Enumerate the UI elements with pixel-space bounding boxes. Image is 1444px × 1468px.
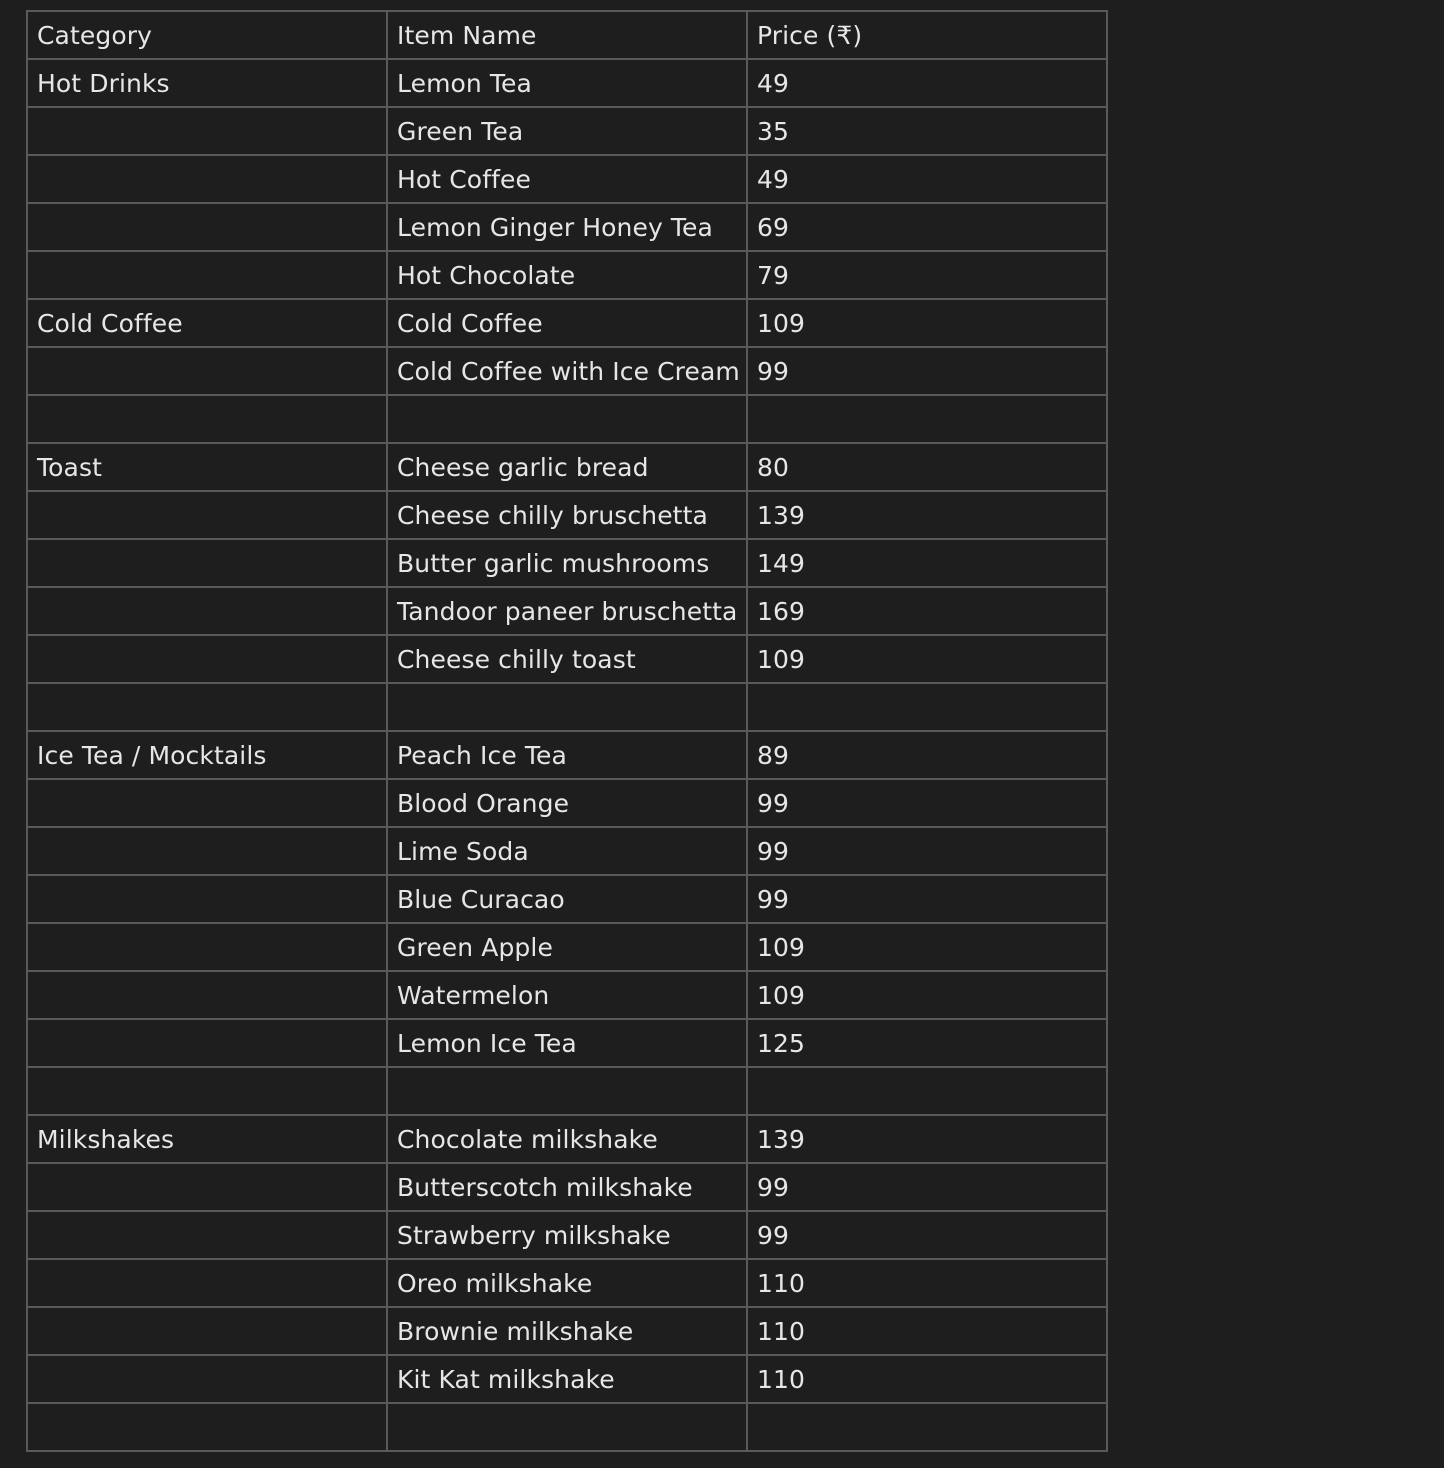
cell-category[interactable]: Milkshakes <box>27 1115 387 1163</box>
cell-item-name[interactable]: Chocolate milkshake <box>387 1115 747 1163</box>
cell-item-name[interactable]: Peach Ice Tea <box>387 731 747 779</box>
table-row <box>27 827 1107 875</box>
table-row <box>27 1307 1107 1355</box>
cell-price[interactable]: 79 <box>747 251 1107 299</box>
cell-category[interactable] <box>27 1019 387 1067</box>
cell-category[interactable]: Hot Drinks <box>27 59 387 107</box>
cell-price[interactable]: 49 <box>747 59 1107 107</box>
cell-category[interactable] <box>27 539 387 587</box>
header-category[interactable]: Category <box>27 11 387 59</box>
table-row <box>27 1019 1107 1067</box>
cell-category[interactable] <box>27 875 387 923</box>
cell-item-name[interactable] <box>387 683 747 731</box>
cell-item-name[interactable]: Lemon Ice Tea <box>387 1019 747 1067</box>
cell-item-name[interactable]: Green Tea <box>387 107 747 155</box>
cell-category[interactable] <box>27 395 387 443</box>
cell-price[interactable] <box>747 1403 1107 1451</box>
menu-table <box>26 10 1108 1452</box>
cell-price[interactable]: 110 <box>747 1355 1107 1403</box>
table-row <box>27 107 1107 155</box>
table-row <box>27 1163 1107 1211</box>
cell-item-name[interactable]: Cold Coffee with Ice Cream <box>387 347 747 395</box>
table-row <box>27 587 1107 635</box>
cell-category[interactable] <box>27 1211 387 1259</box>
cell-category[interactable] <box>27 1355 387 1403</box>
cell-price[interactable] <box>747 683 1107 731</box>
cell-price[interactable]: 109 <box>747 971 1107 1019</box>
cell-category[interactable] <box>27 635 387 683</box>
cell-price[interactable]: 99 <box>747 1211 1107 1259</box>
cell-category[interactable] <box>27 251 387 299</box>
cell-price[interactable]: 109 <box>747 299 1107 347</box>
cell-item-name[interactable]: Oreo milkshake <box>387 1259 747 1307</box>
cell-category[interactable] <box>27 779 387 827</box>
cell-category[interactable]: Cold Coffee <box>27 299 387 347</box>
cell-item-name[interactable]: Kit Kat milkshake <box>387 1355 747 1403</box>
table-body <box>27 59 1107 1451</box>
cell-price[interactable]: 99 <box>747 779 1107 827</box>
cell-item-name[interactable]: Blue Curacao <box>387 875 747 923</box>
cell-price[interactable]: 49 <box>747 155 1107 203</box>
table-row <box>27 875 1107 923</box>
cell-category[interactable] <box>27 1403 387 1451</box>
cell-category[interactable] <box>27 1259 387 1307</box>
table-row <box>27 1355 1107 1403</box>
cell-category[interactable] <box>27 1307 387 1355</box>
cell-item-name[interactable]: Cheese chilly bruschetta <box>387 491 747 539</box>
cell-item-name[interactable]: Lime Soda <box>387 827 747 875</box>
table-row <box>27 1403 1107 1451</box>
table-row <box>27 971 1107 1019</box>
table-row <box>27 491 1107 539</box>
cell-category[interactable] <box>27 155 387 203</box>
cell-item-name[interactable]: Butterscotch milkshake <box>387 1163 747 1211</box>
cell-category[interactable] <box>27 923 387 971</box>
cell-price[interactable]: 99 <box>747 875 1107 923</box>
cell-price[interactable]: 89 <box>747 731 1107 779</box>
cell-item-name[interactable]: Cheese chilly toast <box>387 635 747 683</box>
table-row <box>27 251 1107 299</box>
cell-item-name[interactable]: Hot Chocolate <box>387 251 747 299</box>
cell-item-name[interactable] <box>387 1403 747 1451</box>
cell-item-name[interactable]: Lemon Ginger Honey Tea <box>387 203 747 251</box>
cell-price[interactable]: 169 <box>747 587 1107 635</box>
table-row <box>27 923 1107 971</box>
table-row <box>27 779 1107 827</box>
cell-price[interactable]: 69 <box>747 203 1107 251</box>
cell-item-name[interactable]: Lemon Tea <box>387 59 747 107</box>
cell-category[interactable] <box>27 491 387 539</box>
cell-price[interactable] <box>747 1067 1107 1115</box>
cell-price[interactable] <box>747 395 1107 443</box>
cell-category[interactable] <box>27 1163 387 1211</box>
cell-price[interactable]: 99 <box>747 1163 1107 1211</box>
cell-item-name[interactable]: Butter garlic mushrooms <box>387 539 747 587</box>
cell-item-name[interactable]: Cheese garlic bread <box>387 443 747 491</box>
cell-price[interactable]: 109 <box>747 635 1107 683</box>
cell-item-name[interactable]: Hot Coffee <box>387 155 747 203</box>
header-item-name[interactable]: Item Name <box>387 11 747 59</box>
cell-price[interactable]: 139 <box>747 491 1107 539</box>
table-row <box>27 203 1107 251</box>
cell-item-name[interactable]: Brownie milkshake <box>387 1307 747 1355</box>
table-row <box>27 155 1107 203</box>
cell-category[interactable]: Ice Tea / Mocktails <box>27 731 387 779</box>
cell-category[interactable] <box>27 827 387 875</box>
cell-item-name[interactable]: Watermelon <box>387 971 747 1019</box>
cell-item-name[interactable]: Strawberry milkshake <box>387 1211 747 1259</box>
cell-item-name[interactable] <box>387 395 747 443</box>
cell-item-name[interactable]: Cold Coffee <box>387 299 747 347</box>
table-row <box>27 1067 1107 1115</box>
cell-category[interactable]: Toast <box>27 443 387 491</box>
cell-category[interactable] <box>27 587 387 635</box>
cell-price[interactable]: 149 <box>747 539 1107 587</box>
cell-category[interactable] <box>27 1067 387 1115</box>
cell-item-name[interactable]: Tandoor paneer bruschetta <box>387 587 747 635</box>
cell-price[interactable]: 139 <box>747 1115 1107 1163</box>
cell-item-name[interactable]: Green Apple <box>387 923 747 971</box>
cell-item-name[interactable] <box>387 1067 747 1115</box>
table-row <box>27 1259 1107 1307</box>
table-row <box>27 347 1107 395</box>
table-row <box>27 395 1107 443</box>
table-row <box>27 443 1107 491</box>
table-row <box>27 1211 1107 1259</box>
cell-item-name[interactable]: Blood Orange <box>387 779 747 827</box>
table-row <box>27 539 1107 587</box>
table-row <box>27 731 1107 779</box>
cell-price[interactable]: 99 <box>747 827 1107 875</box>
cell-category[interactable] <box>27 107 387 155</box>
table-row <box>27 1115 1107 1163</box>
header-price[interactable]: Price (₹) <box>747 11 1107 59</box>
cell-price[interactable]: 80 <box>747 443 1107 491</box>
cell-price[interactable]: 35 <box>747 107 1107 155</box>
menu-table-container <box>26 10 1108 1452</box>
table-row <box>27 299 1107 347</box>
cell-category[interactable] <box>27 347 387 395</box>
cell-price[interactable]: 125 <box>747 1019 1107 1067</box>
header-row <box>27 11 1107 59</box>
table-row <box>27 635 1107 683</box>
cell-price[interactable]: 110 <box>747 1259 1107 1307</box>
cell-category[interactable] <box>27 203 387 251</box>
cell-price[interactable]: 109 <box>747 923 1107 971</box>
table-row <box>27 59 1107 107</box>
cell-price[interactable]: 110 <box>747 1307 1107 1355</box>
table-header <box>27 11 1107 59</box>
cell-category[interactable] <box>27 683 387 731</box>
cell-category[interactable] <box>27 971 387 1019</box>
table-row <box>27 683 1107 731</box>
cell-price[interactable]: 99 <box>747 347 1107 395</box>
